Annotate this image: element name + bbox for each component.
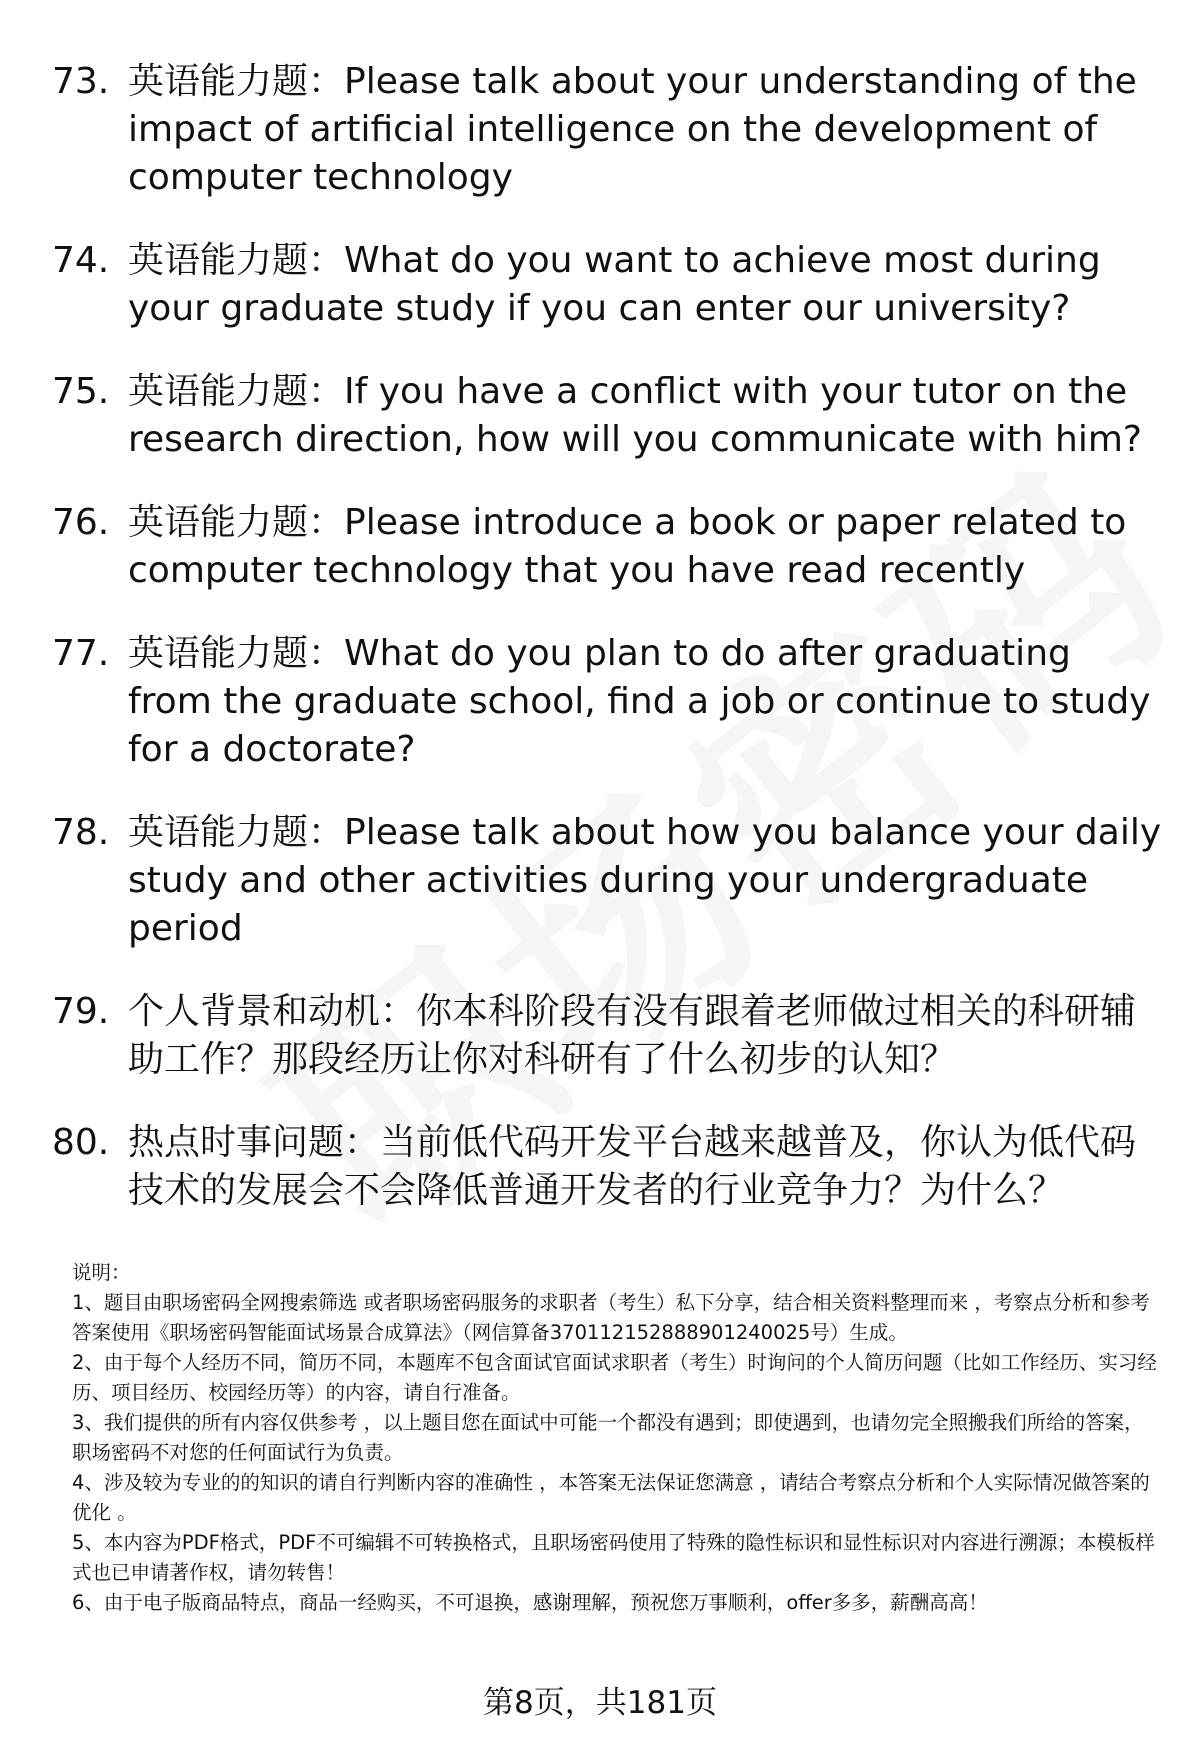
question-item (52, 368, 1162, 464)
question-number: 73. (52, 61, 110, 102)
note-item: 6、由于电子版商品特点，商品一经购买，不可退换，感谢理解，预祝您万事顺利，offer多多，薪酬高高！ (72, 1591, 988, 1614)
question-text: 英语能力题：Please introduce a book or paper related to computer technology that you have read recently (128, 502, 1127, 591)
note-item: 4、涉及较为专业的的知识的请自行判断内容的准确性 ，本答案无法保证您满意 ，请结合考察点分析和个人实际情况做答案的优化 。 (72, 1471, 1150, 1524)
note-item: 5、本内容为PDF格式，PDF不可编辑不可转换格式，且职场密码使用了特殊的隐性标识和显性标识对内容进行溯源；本模板样式也已申请著作权，请勿转售！ (72, 1531, 1155, 1584)
note-item: 1、题目由职场密码全网搜索筛选 或者职场密码服务的求职者（考生）私下分享，结合相关资料整理而来 ，考察点分析和参考答案使用《职场密码智能面试场景合成算法》（网信算备370112152888901240025号）生成。 (72, 1291, 1150, 1344)
question-number: 74. (52, 240, 110, 281)
note-item: 2、由于每个人经历不同，简历不同，本题库不包含面试官面试求职者（考生）时询问的个人简历问题（比如工作经历、实习经历、项目经历、校园经历等）的内容，请自行准备。 (72, 1351, 1157, 1404)
note-item: 3、我们提供的所有内容仅供参考 ，以上题目您在面试中可能一个都没有遇到；即使遇到，也请勿完全照搬我们所给的答案，职场密码不对您的任何面试行为负责。 (72, 1411, 1144, 1464)
question-item (52, 809, 1162, 953)
notes-section (72, 1258, 1162, 1618)
question-number: 79. (52, 991, 110, 1032)
question-item (52, 58, 1162, 202)
question-number: 80. (52, 1122, 110, 1163)
question-item (52, 1119, 1162, 1215)
question-text: 英语能力题：What do you want to achieve most during your graduate study if you can enter our university? (128, 240, 1101, 329)
question-item (52, 988, 1162, 1084)
question-number: 77. (52, 633, 110, 674)
question-number: 75. (52, 371, 110, 412)
question-item (52, 630, 1162, 774)
question-text: 热点时事问题：当前低代码开发平台越来越普及，你认为低代码技术的发展会不会降低普通开发者的行业竞争力？为什么？ (128, 1122, 1137, 1211)
question-list (52, 58, 1162, 1250)
question-number: 78. (52, 812, 110, 853)
question-text: 个人背景和动机：你本科阶段有没有跟着老师做过相关的科研辅助工作？那段经历让你对科研有了什么初步的认知？ (128, 991, 1137, 1080)
notes-title: 说明： (72, 1261, 131, 1284)
question-text: 英语能力题：What do you plan to do after graduating from the graduate school, find a job or continue to study for a doctorate? (128, 633, 1151, 770)
question-item (52, 237, 1162, 333)
question-item (52, 499, 1162, 595)
question-text: 英语能力题：Please talk about how you balance your daily study and other activities during your undergraduate period (128, 812, 1162, 949)
question-text: 英语能力题：If you have a conflict with your tutor on the research direction, how will you communicate with him? (128, 371, 1143, 460)
question-number: 76. (52, 502, 110, 543)
question-text: 英语能力题：Please talk about your understanding of the impact of artificial intelligence on the development of computer technology (128, 61, 1137, 198)
page-number: 第8页，共181页 (483, 1685, 717, 1721)
